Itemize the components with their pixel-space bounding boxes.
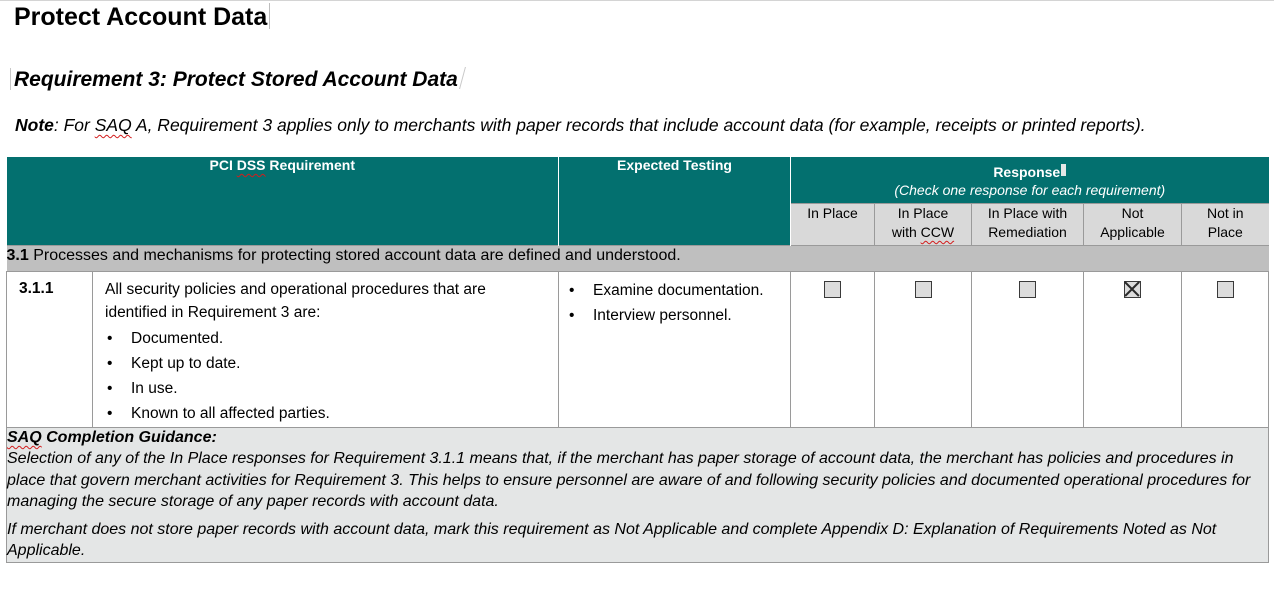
col-header-testing: Expected Testing: [559, 157, 791, 246]
response-header-nip-line1: Not in: [1206, 205, 1244, 221]
response-header-ccw-line1: In Place: [897, 205, 949, 221]
page-title-text: Protect Account Data: [14, 3, 268, 31]
expected-testing: [559, 272, 791, 428]
note-label: Note: [15, 115, 54, 135]
page-top-border: [0, 0, 1274, 1]
text-caret: [269, 3, 270, 29]
list-item: • Examine documentation.: [567, 278, 782, 303]
response-header-in-place: [791, 204, 875, 246]
section-row-3-1: [7, 246, 1269, 272]
response-header-remediation-line2: Remediation: [988, 224, 1067, 240]
col-header-requirement-pre: PCI: [209, 157, 237, 173]
requirement-heading: [14, 66, 463, 94]
response-header-in-place-ccw: [875, 204, 972, 246]
col-header-requirement: [7, 157, 559, 246]
guidance-box: [7, 428, 1269, 563]
response-header-not-in-place: [1182, 204, 1269, 246]
response-header-na-line1: Not: [1121, 205, 1144, 221]
checkbox-not-in-place[interactable]: [1217, 281, 1234, 298]
table-header-row: [7, 157, 1269, 204]
cell-in-place-ccw: [875, 272, 972, 428]
table-row: [7, 272, 1269, 428]
note-saq-word: SAQ: [94, 115, 132, 135]
guidance-title-rest: Completion Guidance:: [41, 429, 217, 446]
page-title: [14, 2, 270, 32]
requirement-text: All security policies and operational procedures that are identified in Requirement 3 are:: [105, 281, 486, 321]
cell-not-applicable: [1084, 272, 1182, 428]
testing-bullets: [567, 278, 782, 328]
note-post: A, Requirement 3 applies only to merchants with paper records that include account data (for example, receipts or printed reports).: [131, 115, 1146, 135]
cell-remediation: [972, 272, 1084, 428]
guidance-row: [7, 428, 1269, 563]
requirements-table: [6, 157, 1269, 563]
checkbox-not-applicable[interactable]: [1124, 281, 1141, 298]
col-header-requirement-post: Requirement: [265, 157, 355, 173]
response-header-ccw-line2: with CCW: [891, 224, 955, 240]
section-number: 3.1: [6, 247, 29, 264]
requirement-heading-text: Requirement 3: Protect Stored Account Data: [14, 68, 458, 91]
col-header-response: [791, 157, 1269, 204]
response-subtitle: (Check one response for each requirement): [894, 182, 1166, 198]
checkbox-in-place[interactable]: [824, 281, 841, 298]
note-pre: : For: [53, 115, 95, 135]
list-item: • In use.: [105, 376, 550, 401]
cell-in-place: [791, 272, 875, 428]
response-header-remediation-line1: In Place with: [987, 205, 1068, 221]
response-title-text: Response: [993, 164, 1061, 180]
response-header-nip-line2: Place: [1207, 224, 1243, 240]
requirement-bullets: [105, 326, 550, 426]
guidance-paragraph-1: Selection of any of the In Place responses for Requirement 3.1.1 means that, if the merchant has paper storage of account data, the merchant has policies and procedures in place that govern merchant activities for Requirement 3. This helps to ensure personnel are aware of and following security policies and documented operational procedures for managing the secure storage of any paper records with account data.: [7, 450, 1251, 510]
requirement-note: [15, 113, 1146, 137]
requirement-description: [93, 272, 559, 428]
response-caret: [1061, 164, 1066, 176]
response-header-na-line2: Applicable: [1100, 224, 1165, 240]
response-header-remediation: [972, 204, 1084, 246]
cell-not-in-place: [1182, 272, 1269, 428]
requirement-id: 3.1.1: [7, 272, 93, 428]
guidance-saq-word: SAQ: [7, 429, 42, 446]
heading-marker-left: [10, 68, 11, 90]
list-item: • Kept up to date.: [105, 351, 550, 376]
list-item: • Documented.: [105, 326, 550, 351]
checkbox-in-place-ccw[interactable]: [915, 281, 932, 298]
ccw-word: CCW: [920, 224, 955, 240]
checkbox-in-place-remediation[interactable]: [1019, 281, 1036, 298]
response-header-in-place-text: In Place: [807, 205, 858, 221]
guidance-title: [7, 428, 1268, 448]
guidance-paragraph-2: If merchant does not store paper records with account data, mark this requirement as Not Applicable and complete Appendix D: Explanation of Requirements Noted as Not Applicable.: [7, 520, 1217, 559]
response-header-not-applicable: [1084, 204, 1182, 246]
list-item: • Known to all affected parties.: [105, 401, 550, 426]
col-header-requirement-dss: DSS: [236, 157, 266, 173]
list-item: • Interview personnel.: [567, 303, 782, 328]
heading-marker-right: [459, 67, 466, 89]
section-text: Processes and mechanisms for protecting stored account data are defined and understood.: [28, 247, 681, 264]
response-title: [791, 157, 1269, 181]
